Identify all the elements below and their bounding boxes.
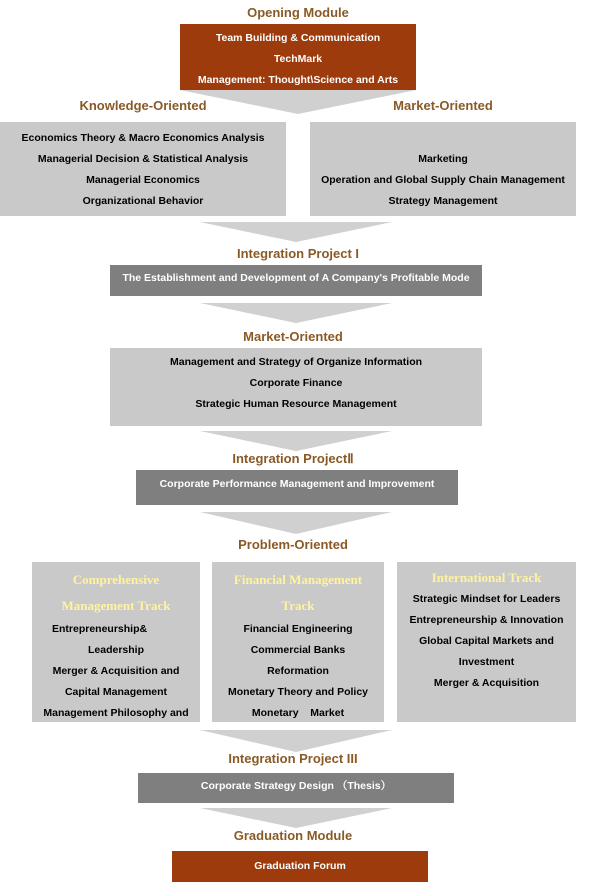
track-financial-management <box>212 562 384 722</box>
track-course: Strategic Mindset for Leaders <box>412 593 561 605</box>
integration-project-2-heading: Integration ProjectⅡ <box>232 451 354 466</box>
opening-item: Management: Thought\Science and Arts <box>197 74 399 86</box>
market-course: Strategy Management <box>388 195 498 207</box>
opening-item: TechMark <box>273 53 323 65</box>
knowledge-course: Managerial Decision & Statistical Analysis <box>37 153 249 165</box>
market-course: Operation and Global Supply Chain Management <box>321 174 565 186</box>
knowledge-course: Organizational Behavior <box>82 195 204 207</box>
track-course: Financial Engineering <box>243 623 353 635</box>
track-course: Global Capital Markets and <box>419 635 554 647</box>
flow-arrow <box>200 512 392 534</box>
market-oriented-box <box>310 122 576 216</box>
flow-arrow <box>200 730 392 752</box>
track-title: Management Track <box>61 598 171 613</box>
flow-arrow <box>200 808 392 828</box>
track-comprehensive-management <box>32 562 200 722</box>
track-title: Track <box>281 598 315 613</box>
track-course: Entrepreneurship & Innovation <box>409 614 564 626</box>
track-course: Leadership <box>87 644 145 656</box>
track-course: Merger & Acquisition and <box>52 665 180 677</box>
track-title: Comprehensive <box>72 572 160 587</box>
flow-arrow <box>200 222 392 242</box>
track-course: Merger & Acquisition <box>433 677 540 689</box>
graduation-module-heading: Graduation Module <box>233 828 353 843</box>
market-course: Management and Strategy of Organize Information <box>169 356 423 368</box>
track-course: Management Philosophy and <box>43 707 189 719</box>
track-course: Monetary Theory and Policy <box>227 686 369 698</box>
integration-project-1-box <box>110 265 482 296</box>
integration-project-3-item: Corporate Strategy Design （Thesis） <box>200 780 392 792</box>
knowledge-course: Managerial Economics <box>86 174 200 186</box>
track-title: Financial Management <box>233 572 363 587</box>
problem-oriented-heading: Problem-Oriented <box>238 537 348 552</box>
flow-arrow <box>200 303 392 323</box>
market-oriented-heading-2: Market-Oriented <box>243 329 343 344</box>
track-course: Entrepreneurship& <box>52 623 148 635</box>
track-course: Monetary Market <box>251 707 345 719</box>
market-course: Corporate Finance <box>249 377 343 389</box>
market-course: Strategic Human Resource Management <box>195 398 397 410</box>
track-international <box>397 562 576 722</box>
integration-project-1-heading: Integration Project I <box>236 246 360 261</box>
integration-project-2-item: Corporate Performance Management and Improvement <box>159 478 435 490</box>
opening-module-heading: Opening Module <box>247 5 349 20</box>
integration-project-3-heading: Integration Project III <box>228 751 358 766</box>
track-course: Investment <box>458 656 515 668</box>
track-course: Commercial Banks <box>250 644 346 656</box>
integration-project-3-box <box>138 773 454 803</box>
integration-project-2-box <box>136 470 458 505</box>
opening-item: Team Building & Communication <box>215 32 381 44</box>
graduation-item: Graduation Forum <box>254 860 346 872</box>
knowledge-oriented-heading: Knowledge-Oriented <box>79 98 207 113</box>
flow-arrow <box>200 431 392 451</box>
integration-project-1-item: The Establishment and Development of A Company's Profitable Mode <box>122 272 470 284</box>
track-title: International Track <box>431 570 542 585</box>
market-course: Marketing <box>418 153 468 165</box>
knowledge-course: Economics Theory & Macro Economics Analysis <box>21 132 265 144</box>
opening-module-box <box>180 24 416 90</box>
track-course: Reformation <box>267 665 329 677</box>
knowledge-oriented-box <box>0 122 286 216</box>
graduation-module-box <box>172 851 428 882</box>
market-oriented-box-2 <box>110 348 482 426</box>
track-course: Capital Management <box>64 686 168 698</box>
market-oriented-heading: Market-Oriented <box>393 98 493 113</box>
